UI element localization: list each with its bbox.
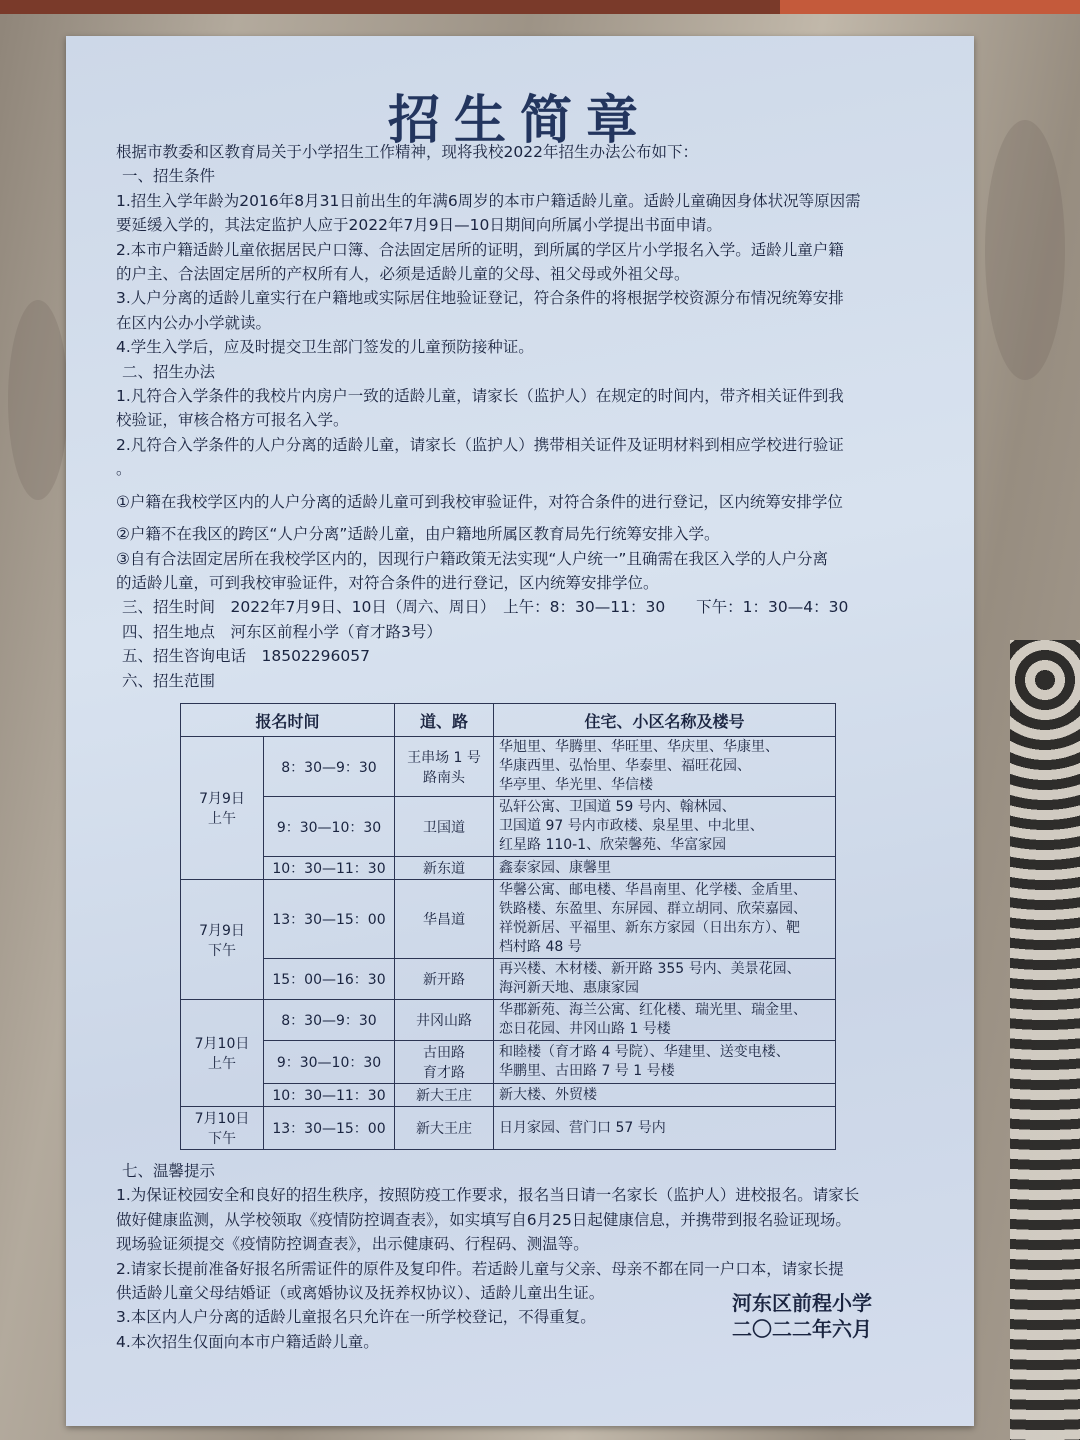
area-cell: 弘轩公寓、卫国道 59 号内、翰林园、 卫国道 97 号内市政楼、泉星里、中北里、 红星路 110-1、欣荣馨苑、华富家园 <box>494 797 836 857</box>
road-cell: 古田路 育才路 <box>395 1041 494 1084</box>
poster-title: 招生简章 <box>387 91 652 151</box>
table-row <box>181 880 836 959</box>
time-cell: 9：30—10：30 <box>264 1041 395 1084</box>
section6-heading: 六、招生范围 <box>122 671 216 690</box>
section1-line: 的户主、合法固定居所的产权所有人，必须是适龄儿童的父母、祖父母或外祖父母。 <box>116 265 690 284</box>
signature-block <box>702 1290 902 1342</box>
area-cell: 鑫泰家园、康馨里 <box>494 857 836 880</box>
date-cell: 7月9日 下午 <box>181 880 264 1000</box>
table-header-row <box>181 704 836 737</box>
table-row <box>181 959 836 1000</box>
header-road: 道、路 <box>395 704 494 737</box>
time-cell: 9：30—10：30 <box>264 797 395 857</box>
section2-line: ①户籍在我校学区内的人户分离的适龄儿童可到我校审验证件，对符合条件的进行登记，区内统筹安排学位 <box>116 492 843 511</box>
section1-line: 在区内公办小学就读。 <box>116 313 272 332</box>
header-area: 住宅、小区名称及楼号 <box>494 704 836 737</box>
section2-line: 。 <box>116 460 132 479</box>
area-cell: 再兴楼、木材楼、新开路 355 号内、美景花园、 海河新天地、惠康家园 <box>494 959 836 1000</box>
section1-line: 要延缓入学的，其法定监护人应于2022年7月9日—10日期间向所属小学提出书面申请。 <box>116 216 722 235</box>
time-cell: 10：30—11：30 <box>264 857 395 880</box>
road-cell: 王串场 1 号 路南头 <box>395 737 494 797</box>
section1-line: 3.人户分离的适龄儿童实行在户籍地或实际居住地验证登记，符合条件的将根据学校资源分布情况统筹安排 <box>116 289 844 308</box>
tip-line: 3.本区内人户分离的适龄儿童报名只允许在一所学校登记，不得重复。 <box>116 1308 596 1327</box>
table-row <box>181 1084 836 1107</box>
section1-heading: 一、招生条件 <box>122 167 216 186</box>
section5-phone: 五、招生咨询电话 18502296057 <box>122 647 370 666</box>
road-cell: 卫国道 <box>395 797 494 857</box>
area-cell: 日月家园、营门口 57 号内 <box>494 1107 836 1150</box>
road-cell: 新开路 <box>395 959 494 1000</box>
tip-line: 做好健康监测，从学校领取《疫情防控调查表》，如实填写自6月25日起健康信息，并携带到报名验证现场。 <box>116 1210 851 1229</box>
date-cell: 7月9日 上午 <box>181 737 264 880</box>
time-cell: 10：30—11：30 <box>264 1084 395 1107</box>
road-cell: 井冈山路 <box>395 1000 494 1041</box>
section2-line: ③自有合法固定居所在我校学区内的，因现行户籍政策无法实现“人户统一”且确需在我区入学的人户分离 <box>116 549 828 568</box>
wall-texture <box>8 300 68 500</box>
school-name: 河东区前程小学 <box>732 1291 872 1315</box>
section1-line: 1.招生入学年龄为2016年8月31日前出生的年满6周岁的本市户籍适龄儿童。适龄儿童确因身体状况等原因需 <box>116 191 861 210</box>
section2-line: 的适龄儿童，可到我校审验证件，对符合条件的进行登记，区内统筹安排学位。 <box>116 573 659 592</box>
section2-line: 1.凡符合入学条件的我校片内房户一致的适龄儿童，请家长（监护人）在规定的时间内，带齐相关证件到我 <box>116 387 844 406</box>
section3-time: 三、招生时间 2022年7月9日、10日（周六、周日） 上午：8：30—11：30 下午：1：30—4：30 <box>122 598 849 617</box>
section7-heading: 七、温馨提示 <box>122 1162 216 1180</box>
red-sign-edge <box>780 0 1080 14</box>
area-cell: 华旭里、华腾里、华旺里、华庆里、华康里、 华康西里、弘怡里、华泰里、福旺花园、 华亭里、华光里、华信楼 <box>494 737 836 797</box>
area-cell: 和睦楼（育才路 4 号院）、华建里、送变电楼、 华鹏里、古田路 7 号 1 号楼 <box>494 1041 836 1084</box>
table-row <box>181 797 836 857</box>
section1-line: 2.本市户籍适龄儿童依据居民户口簿、合法固定居所的证明，到所属的学区片小学报名入学。适龄儿童户籍 <box>116 240 844 259</box>
time-cell: 13：30—15：00 <box>264 1107 395 1150</box>
section2-line: 2.凡符合入学条件的人户分离的适龄儿童，请家长（监护人）携带相关证件及证明材料到相应学校进行验证 <box>116 435 844 454</box>
table-row <box>181 857 836 880</box>
poster-body <box>116 140 936 693</box>
time-cell: 13：30—15：00 <box>264 880 395 959</box>
table-row <box>181 1107 836 1150</box>
schedule-table <box>180 703 836 1150</box>
section2-line: 校验证，审核合格方可报名入学。 <box>116 411 349 430</box>
area-cell: 华馨公寓、邮电楼、华昌南里、化学楼、金盾里、 铁路楼、东盈里、东屏园、群立胡同、欣荣嘉园、 祥悦新居、平福里、新东方家园（日出东方）、靶 档村路 48 号 <box>494 880 836 959</box>
road-cell: 新大王庄 <box>395 1107 494 1150</box>
time-cell: 15：00—16：30 <box>264 959 395 1000</box>
table-row <box>181 1041 836 1084</box>
road-cell: 新东道 <box>395 857 494 880</box>
tip-line: 2.请家长提前准备好报名所需证件的原件及复印件。若适龄儿童与父亲、母亲不都在同一户口本，请家长提 <box>116 1259 844 1278</box>
area-cell: 华郡新苑、海兰公寓、红化楼、瑞光里、瑞金里、 恋日花园、井冈山路 1 号楼 <box>494 1000 836 1041</box>
time-cell: 8：30—9：30 <box>264 737 395 797</box>
wall-texture <box>985 120 1065 380</box>
section1-line: 4.学生入学后，应及时提交卫生部门签发的儿童预防接种证。 <box>116 338 534 357</box>
table-row <box>181 1000 836 1041</box>
tip-line: 供适龄儿童父母结婚证（或离婚协议及抚养权协议）、适龄儿童出生证。 <box>116 1284 605 1303</box>
road-cell: 新大王庄 <box>395 1084 494 1107</box>
enrollment-poster <box>66 36 974 1426</box>
intro-text: 根据市教委和区教育局关于小学招生工作精神，现将我校2022年招生办法公布如下： <box>116 143 698 161</box>
table-row <box>181 737 836 797</box>
date-cell: 7月10日 下午 <box>181 1107 264 1150</box>
area-cell: 新大楼、外贸楼 <box>494 1084 836 1107</box>
section4-location: 四、招生地点 河东区前程小学（育才路3号） <box>122 622 442 641</box>
time-cell: 8：30—9：30 <box>264 1000 395 1041</box>
road-cell: 华昌道 <box>395 880 494 959</box>
tip-line: 现场验证须提交《疫情防控调查表》，出示健康码、行程码、测温等。 <box>116 1235 589 1254</box>
header-time: 报名时间 <box>181 704 395 737</box>
tip-line: 1.为保证校园安全和良好的招生秩序，按照防疫工作要求，报名当日请一名家长（监护人）进校报名。请家长 <box>116 1186 860 1205</box>
tip-line: 4.本次招生仅面向本市户籍适龄儿童。 <box>116 1332 379 1351</box>
section2-heading: 二、招生办法 <box>122 362 216 381</box>
iron-railing <box>1010 640 1080 1440</box>
date-cell: 7月10日 上午 <box>181 1000 264 1107</box>
issue-date: 二〇二二年六月 <box>732 1317 872 1341</box>
section2-line: ②户籍不在我区的跨区“人户分离”适龄儿童，由户籍地所属区教育局先行统筹安排入学。 <box>116 525 720 544</box>
